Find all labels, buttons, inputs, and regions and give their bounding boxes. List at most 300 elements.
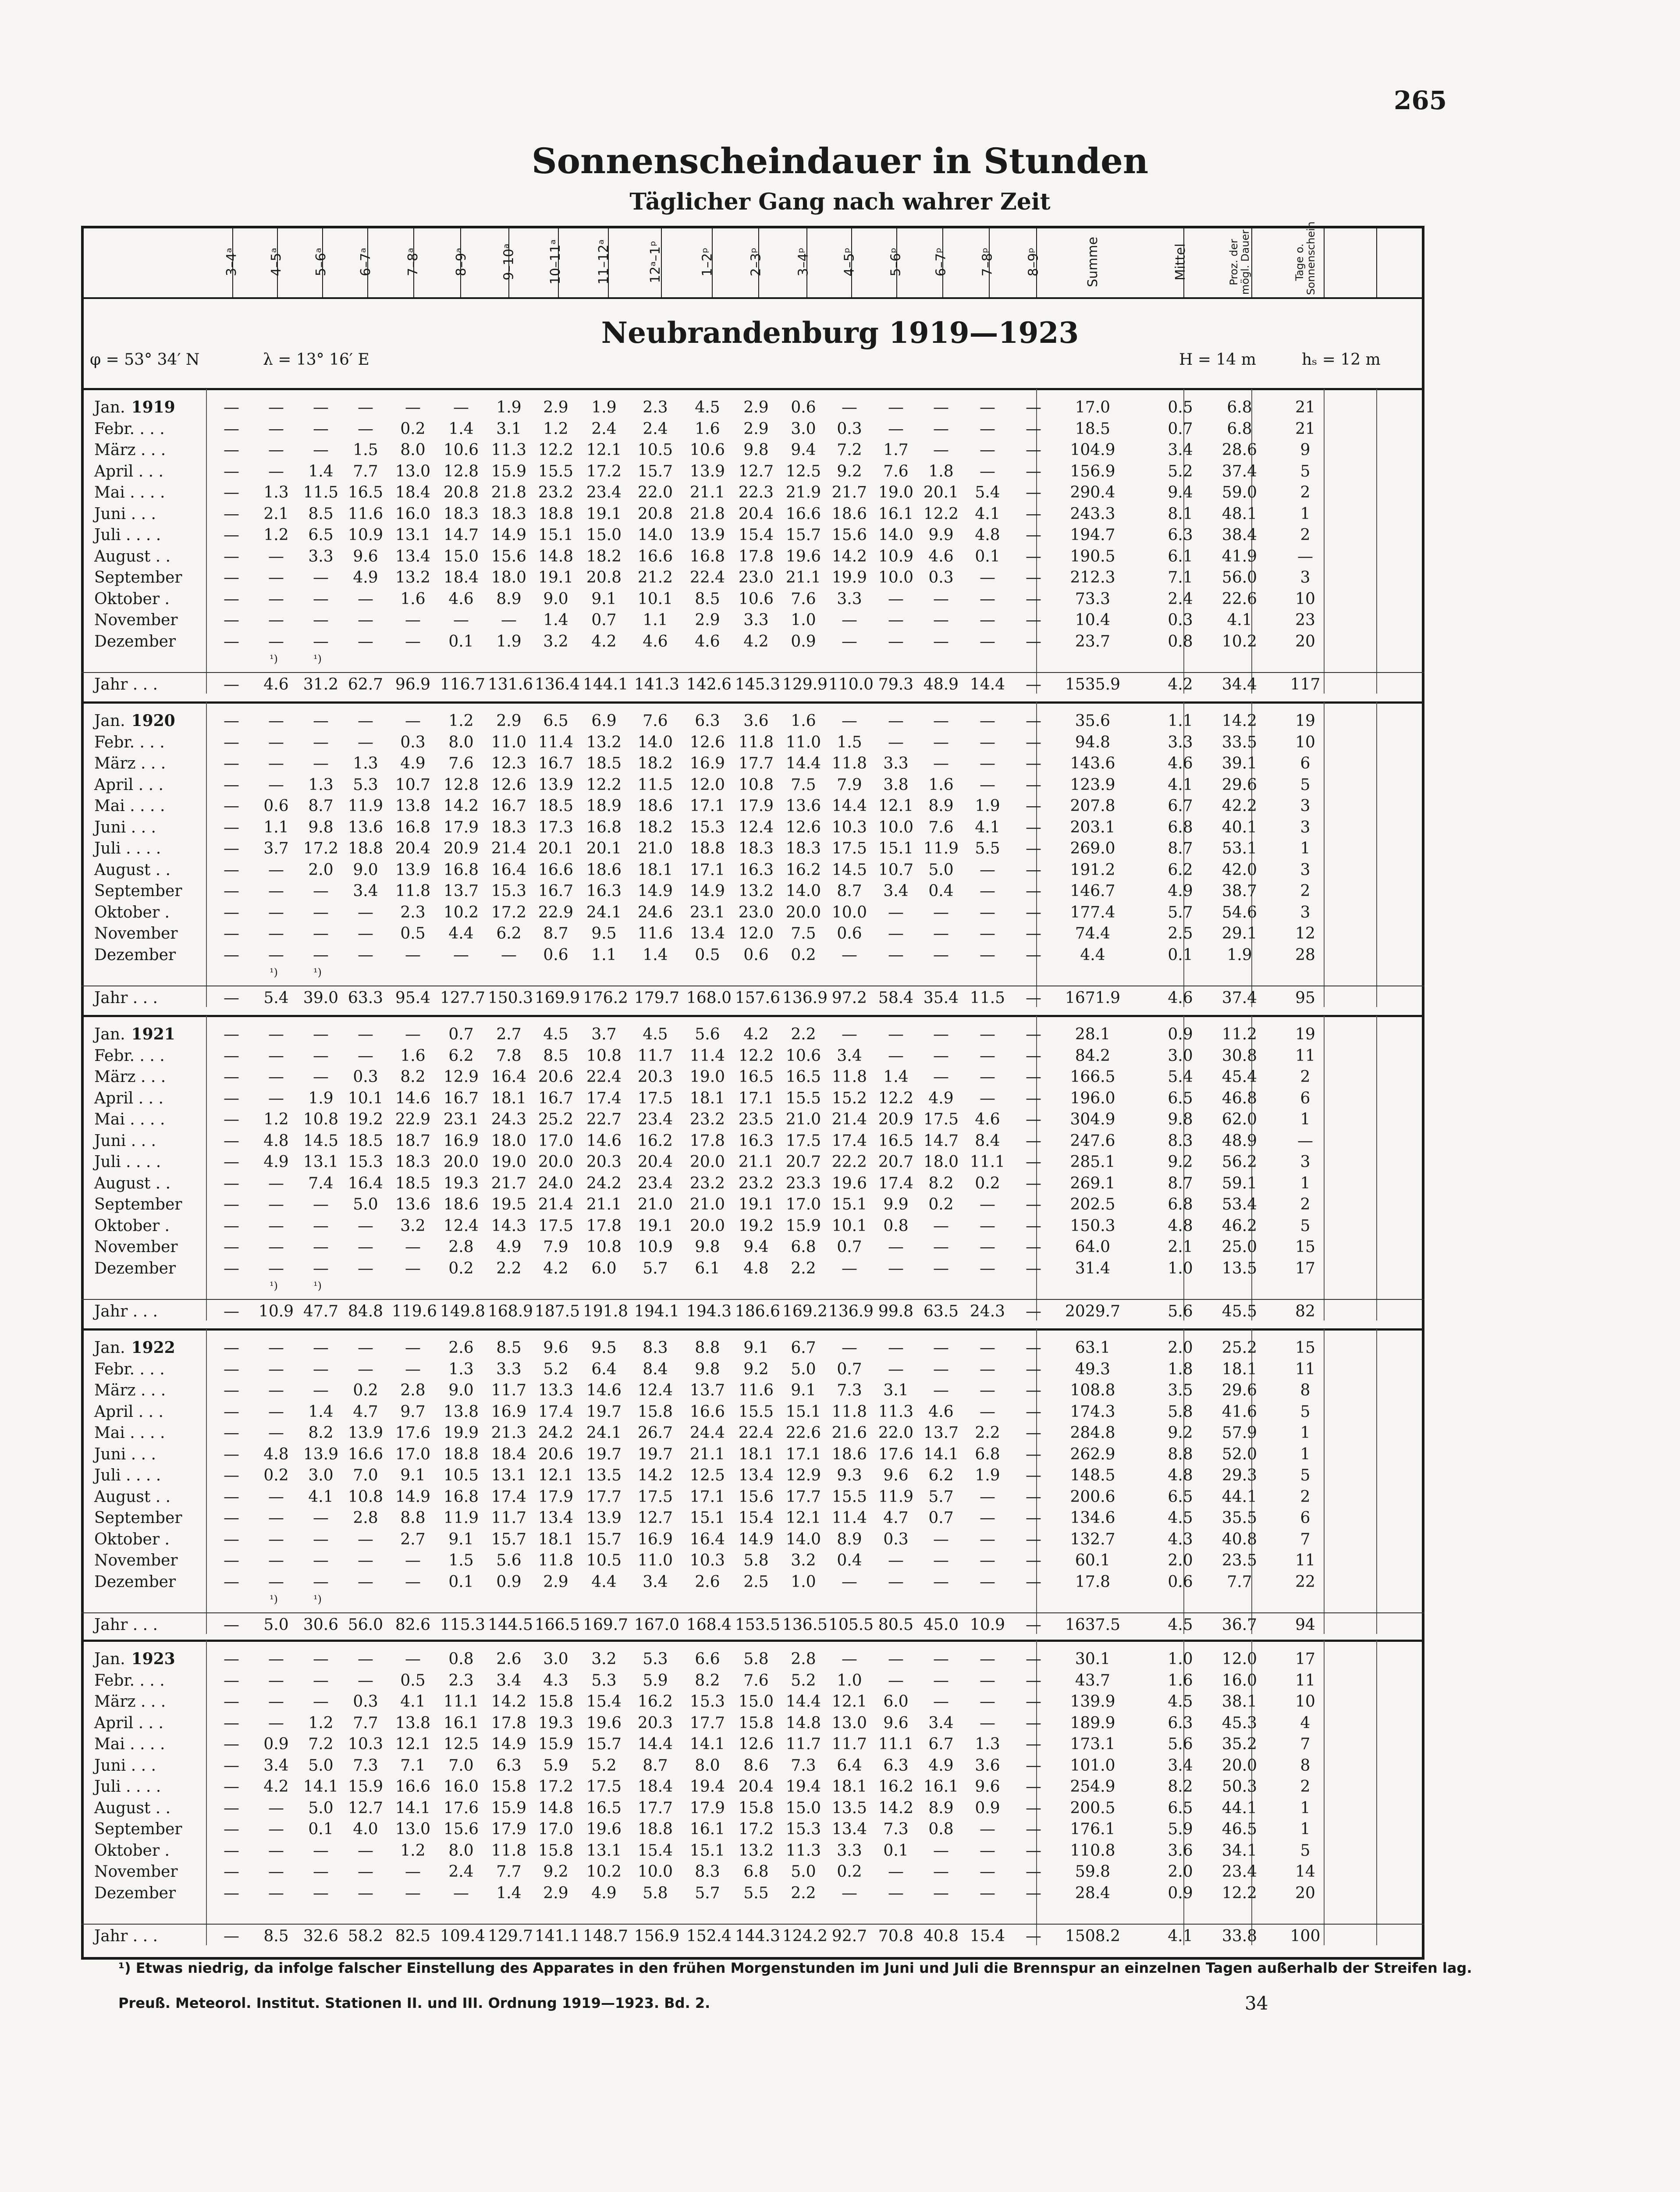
value-cell: — (933, 712, 949, 730)
value-cell: — (980, 1551, 995, 1569)
value-cell: — (1026, 676, 1041, 694)
value-cell: 7.1 (1168, 569, 1193, 587)
value-cell: 17.0 (395, 1445, 431, 1463)
column-header (583, 228, 625, 296)
row-label (94, 609, 178, 631)
value-cell: 136.9 (828, 1302, 874, 1320)
value-cell: 8.4 (975, 1132, 1000, 1150)
value-cell: — (405, 946, 421, 964)
value-cell: 6.3 (695, 712, 720, 730)
value-cell: — (358, 1360, 373, 1378)
annual-label: Jahr . . . (94, 1927, 158, 1945)
value-cell: — (1026, 462, 1041, 480)
value-cell: 37.4 (1222, 462, 1257, 480)
month-row (83, 1648, 1422, 1670)
value-cell: 10.9 (878, 547, 914, 566)
column-divider (367, 226, 368, 298)
value-cell: — (980, 1402, 995, 1421)
value-cell: 23.2 (738, 1174, 774, 1192)
value-cell: 13.9 (303, 1445, 339, 1463)
value-cell: 4.9 (496, 1238, 522, 1256)
month-row (83, 753, 1422, 774)
value-cell: — (224, 1735, 239, 1753)
value-cell: 16.6 (395, 1778, 431, 1796)
value-cell: 15.1 (689, 1841, 725, 1860)
value-cell: 123.9 (1070, 776, 1115, 794)
value-cell: — (933, 1046, 949, 1065)
value-cell: 14.4 (785, 754, 821, 772)
month-row (83, 1733, 1422, 1755)
value-cell: — (224, 1927, 239, 1945)
row-label (94, 1755, 156, 1776)
value-cell: 19.0 (878, 484, 914, 502)
month-label: Jan. (94, 712, 125, 730)
value-cell: 16.7 (491, 797, 527, 815)
value-cell: — (224, 526, 239, 544)
value-cell: 12.4 (637, 1381, 673, 1399)
value-cell: 19 (1295, 1025, 1315, 1043)
value-cell: 7.7 (496, 1863, 522, 1881)
value-cell: 4.9 (928, 1089, 954, 1107)
month-label: Juli . . . . (94, 1778, 161, 1796)
month-row (83, 1215, 1422, 1237)
value-cell: — (358, 1025, 373, 1043)
value-cell: 20.3 (586, 1153, 622, 1171)
month-label: März . . . (94, 441, 166, 459)
value-cell: 1.4 (643, 946, 668, 964)
value-cell: 4.6 (263, 676, 289, 694)
row-label (94, 838, 161, 859)
value-cell: 10 (1295, 733, 1315, 751)
value-cell: 1.9 (975, 797, 1000, 815)
value-cell: — (980, 1884, 995, 1902)
column-header-label: 1–2ᵖ (700, 247, 715, 277)
value-cell: — (1026, 569, 1041, 587)
value-cell: — (1026, 1110, 1041, 1128)
value-cell: — (980, 1381, 995, 1399)
value-cell: 6.2 (496, 925, 522, 943)
value-cell: 4.9 (400, 754, 426, 772)
value-cell: — (980, 462, 995, 480)
value-cell: 0.7 (837, 1238, 862, 1256)
value-cell: — (224, 1650, 239, 1668)
value-cell: 31.2 (303, 676, 339, 694)
month-label: März . . . (94, 754, 166, 772)
value-cell: 8.5 (543, 1046, 568, 1065)
value-cell: 0.3 (353, 1068, 378, 1086)
value-cell: 22.6 (1222, 590, 1257, 608)
column-divider (942, 226, 943, 298)
month-row (83, 1486, 1422, 1508)
value-cell: — (268, 1025, 284, 1043)
value-cell: 5 (1300, 1402, 1311, 1421)
annual-label: Jahr . . . (94, 1616, 158, 1634)
row-label (94, 1236, 178, 1258)
month-label: Juni . . . (94, 818, 156, 836)
value-cell: 6.7 (791, 1339, 816, 1357)
column-header (686, 228, 728, 296)
value-cell: 11 (1295, 1046, 1315, 1065)
value-cell: — (1026, 632, 1041, 651)
value-cell: 5.0 (791, 1863, 816, 1881)
value-cell: — (933, 420, 949, 438)
value-cell: — (980, 590, 995, 608)
value-cell: 0.1 (448, 632, 474, 651)
value-cell: 5.8 (743, 1551, 769, 1569)
row-label (94, 1130, 156, 1152)
value-cell: — (224, 733, 239, 751)
value-cell: 4.7 (883, 1509, 909, 1527)
value-cell: — (980, 733, 995, 751)
value-cell: 16.0 (1222, 1671, 1257, 1690)
value-cell: 3.3 (743, 611, 769, 629)
value-cell: 1 (1300, 1424, 1311, 1442)
value-cell: — (224, 632, 239, 651)
value-cell: 5 (1300, 1841, 1311, 1860)
value-cell: 16.6 (689, 1402, 725, 1421)
value-cell: 157.6 (735, 989, 781, 1007)
value-cell: — (888, 399, 904, 416)
value-cell: 10.8 (586, 1238, 622, 1256)
value-cell: 35.4 (923, 989, 959, 1007)
value-cell: 17.8 (491, 1714, 527, 1732)
value-cell: — (888, 1573, 904, 1591)
value-cell: — (224, 1573, 239, 1591)
value-cell: — (980, 1509, 995, 1527)
value-cell: — (933, 1025, 949, 1043)
value-cell: 9.1 (400, 1466, 426, 1484)
value-cell: 11.3 (878, 1402, 914, 1421)
month-label: November (94, 1238, 178, 1256)
value-cell: — (1026, 611, 1041, 629)
value-cell: 20.7 (878, 1153, 914, 1171)
value-cell: 18.3 (491, 818, 527, 836)
value-cell: 6.0 (883, 1693, 909, 1711)
month-row (83, 1712, 1422, 1734)
value-cell: — (224, 1841, 239, 1860)
value-cell: 1.3 (448, 1360, 474, 1378)
value-cell: — (842, 1573, 857, 1591)
value-cell: 1.3 (975, 1735, 1000, 1753)
value-cell: 17.0 (1075, 399, 1111, 416)
value-cell: 18.6 (443, 1196, 479, 1213)
month-row (83, 859, 1422, 881)
value-cell: 13.4 (738, 1466, 774, 1484)
value-cell: 8.2 (1168, 1778, 1193, 1796)
value-cell: 59.1 (1222, 1174, 1257, 1192)
value-cell: 18.0 (491, 569, 527, 587)
value-cell: — (1026, 1217, 1041, 1235)
value-cell: — (224, 1110, 239, 1128)
value-cell: 2 (1300, 526, 1311, 544)
value-cell: — (980, 569, 995, 587)
footnote-marker: ¹) (270, 966, 278, 979)
value-cell: 0.6 (543, 946, 568, 964)
value-cell: 96.9 (395, 676, 431, 694)
value-cell: 13.5 (831, 1799, 867, 1817)
value-cell: 4.2 (263, 1778, 289, 1796)
month-label: Juli . . . . (94, 840, 161, 858)
value-cell: — (313, 754, 329, 772)
value-cell: — (224, 547, 239, 566)
value-cell: 10.6 (443, 441, 479, 459)
value-cell: 16.2 (785, 861, 821, 879)
value-cell: 17.7 (785, 1487, 821, 1506)
value-cell: 10.1 (637, 590, 673, 608)
value-cell: 34.1 (1222, 1841, 1257, 1860)
value-cell: 36.7 (1222, 1616, 1257, 1634)
value-cell: 191.2 (1070, 861, 1115, 879)
footnote: ¹) Etwas niedrig, da infolge falscher Einstellung des Apparates in den frühen Morgenstunden im Juni und Juli die Brennspur an einzelnen Tagen außerhalb der Streifen lag. (118, 1960, 1472, 1976)
value-cell: — (980, 1025, 995, 1043)
value-cell: 35.6 (1075, 712, 1111, 730)
column-header-label: 5–6ᵖ (888, 247, 904, 277)
value-cell: 6.3 (496, 1756, 522, 1775)
value-cell: 8.9 (928, 797, 954, 815)
value-cell: — (980, 903, 995, 922)
value-cell: — (1026, 1381, 1041, 1399)
value-cell: — (358, 925, 373, 943)
row-label (94, 1925, 158, 1947)
value-cell: 13.2 (586, 733, 622, 751)
value-cell: 14.3 (491, 1217, 527, 1235)
value-cell: — (224, 484, 239, 502)
value-cell: 1.9 (1227, 946, 1252, 964)
value-cell: 17.6 (878, 1445, 914, 1463)
value-cell: 14.9 (395, 1487, 431, 1506)
value-cell: — (1026, 1153, 1041, 1171)
value-cell: 11.8 (831, 1402, 867, 1421)
value-cell: 2.4 (643, 420, 668, 438)
value-cell: 6.5 (308, 526, 334, 544)
value-cell: 4.9 (353, 569, 378, 587)
value-cell: — (1026, 712, 1041, 730)
value-cell: — (313, 1863, 329, 1881)
value-cell: 8.6 (743, 1756, 769, 1775)
value-cell: 3.3 (837, 590, 862, 608)
value-cell: 5.2 (543, 1360, 568, 1378)
footnote-marker: ¹) (313, 1593, 322, 1605)
value-cell: 194.1 (634, 1302, 680, 1320)
value-cell: 17.2 (538, 1778, 574, 1796)
value-cell: 5.7 (695, 1884, 720, 1902)
value-cell: 14.9 (491, 1735, 527, 1753)
value-cell: 2.8 (353, 1509, 378, 1527)
value-cell: — (224, 1381, 239, 1399)
value-cell: 16.3 (738, 1132, 774, 1150)
value-cell: — (313, 590, 329, 608)
value-cell: 9.1 (448, 1530, 474, 1548)
value-cell: 8.2 (308, 1424, 334, 1442)
value-cell: — (1026, 1530, 1041, 1548)
value-cell: — (224, 676, 239, 694)
value-cell: 129.9 (782, 676, 828, 694)
month-row (83, 631, 1422, 652)
value-cell: 5.4 (975, 484, 1000, 502)
value-cell: 16.5 (878, 1132, 914, 1150)
column-divider (1376, 226, 1377, 298)
value-cell: — (888, 1863, 904, 1881)
value-cell: 8.5 (695, 590, 720, 608)
value-cell: 4.6 (695, 632, 720, 651)
value-cell: — (224, 925, 239, 943)
value-cell: — (933, 1884, 949, 1902)
value-cell: 11.8 (738, 733, 774, 751)
value-cell: 117 (1290, 676, 1321, 694)
value-cell: — (1026, 1927, 1041, 1945)
value-cell: 1.0 (1168, 1650, 1193, 1668)
value-cell: 94.8 (1075, 733, 1111, 751)
value-cell: 0.8 (928, 1820, 954, 1838)
value-cell: 196.0 (1070, 1089, 1115, 1107)
value-cell: 23 (1295, 611, 1315, 629)
value-cell: 15.5 (831, 1487, 867, 1506)
row-label (94, 1733, 165, 1755)
value-cell: 179.7 (634, 989, 680, 1007)
value-cell: — (405, 712, 421, 730)
value-cell: 5 (1300, 1466, 1311, 1484)
value-cell: — (501, 611, 517, 629)
value-cell: 16.5 (586, 1799, 622, 1817)
value-cell: 10.3 (831, 818, 867, 836)
value-cell: — (313, 712, 329, 730)
row-label (94, 631, 176, 652)
value-cell: 3.3 (1168, 733, 1193, 751)
month-row (83, 902, 1422, 923)
value-cell: — (405, 1238, 421, 1256)
value-cell: 9.9 (928, 526, 954, 544)
value-cell: 21.1 (689, 484, 725, 502)
value-cell: — (980, 776, 995, 794)
value-cell: 12.0 (1222, 1650, 1257, 1668)
value-cell: — (224, 1046, 239, 1065)
value-cell: 14.7 (923, 1132, 959, 1150)
value-cell: — (268, 882, 284, 900)
value-cell: — (933, 1217, 949, 1235)
value-cell: 141.1 (535, 1927, 580, 1945)
value-cell: 3.1 (496, 420, 522, 438)
value-cell: 82.6 (395, 1616, 431, 1634)
value-cell: — (1026, 818, 1041, 836)
month-row (83, 524, 1422, 546)
value-cell: 2.8 (791, 1650, 816, 1668)
value-cell: 11.7 (637, 1046, 673, 1065)
value-cell: 41.6 (1222, 1402, 1257, 1421)
value-cell: 8.5 (263, 1927, 289, 1945)
value-cell: — (980, 1820, 995, 1838)
value-cell: — (224, 1217, 239, 1235)
value-cell: 0.9 (1168, 1025, 1193, 1043)
value-cell: — (313, 1509, 329, 1527)
column-divider (851, 226, 852, 298)
value-cell: 290.4 (1070, 484, 1115, 502)
value-cell: 5.8 (643, 1884, 668, 1902)
value-cell: 2.6 (695, 1573, 720, 1591)
value-cell: — (268, 1174, 284, 1192)
month-label: Oktober . (94, 1841, 170, 1860)
value-cell: — (1297, 1132, 1313, 1150)
row-label (94, 710, 175, 732)
value-cell: 148.5 (1070, 1466, 1115, 1484)
value-cell: 35.5 (1222, 1509, 1257, 1527)
row-label (94, 1359, 165, 1380)
value-cell: — (313, 1217, 329, 1235)
value-cell: 14.5 (831, 861, 867, 879)
value-cell: 40.8 (1222, 1530, 1257, 1548)
value-cell: 15.7 (586, 1735, 622, 1753)
value-cell: — (358, 632, 373, 651)
value-cell: 15.6 (831, 526, 867, 544)
value-cell: — (980, 1573, 995, 1591)
value-cell: 127.7 (440, 989, 486, 1007)
row-label (94, 1571, 176, 1593)
value-cell: 19.3 (443, 1174, 479, 1192)
value-cell: 18.6 (637, 797, 673, 815)
value-cell: — (933, 1650, 949, 1668)
value-cell: 2.1 (1168, 1238, 1193, 1256)
value-cell: 16.6 (348, 1445, 384, 1463)
value-cell: 17.2 (586, 462, 622, 480)
month-label: März . . . (94, 1068, 166, 1086)
value-cell: 17.7 (637, 1799, 673, 1817)
value-cell: — (268, 776, 284, 794)
value-cell: 13.9 (348, 1424, 384, 1442)
value-cell: 105.5 (828, 1616, 874, 1634)
value-cell: — (224, 1196, 239, 1213)
month-label: Febr. . . . (94, 733, 165, 751)
value-cell: 45.0 (923, 1616, 959, 1634)
value-cell: 21.8 (689, 505, 725, 523)
value-cell: — (980, 1339, 995, 1357)
value-cell: 0.6 (263, 797, 289, 815)
value-cell: 6 (1300, 1509, 1311, 1527)
value-cell: 0.9 (975, 1799, 1000, 1817)
row-label (94, 439, 166, 461)
value-cell: 10.9 (258, 1302, 294, 1320)
value-cell: 20.0 (538, 1153, 574, 1171)
row-label (94, 1337, 175, 1359)
value-cell: 1.2 (263, 526, 289, 544)
value-cell: 23.3 (785, 1174, 821, 1192)
value-cell: 30.6 (303, 1616, 339, 1634)
value-cell: 150.3 (488, 989, 533, 1007)
value-cell: — (313, 420, 329, 438)
month-label: Juli . . . . (94, 1153, 161, 1171)
value-cell: 11.3 (491, 441, 527, 459)
value-cell: 6.6 (695, 1650, 720, 1668)
row-label (94, 1301, 158, 1322)
value-cell: 16.4 (491, 1068, 527, 1086)
value-cell: 285.1 (1070, 1153, 1115, 1171)
month-row (83, 795, 1422, 817)
value-cell: 15 (1295, 1339, 1315, 1357)
value-cell: — (842, 1259, 857, 1277)
value-cell: 20.1 (586, 840, 622, 858)
value-cell: — (1026, 903, 1041, 922)
value-cell: — (933, 1360, 949, 1378)
value-cell: 4.0 (353, 1820, 378, 1838)
value-cell: — (313, 611, 329, 629)
value-cell: 15.4 (970, 1927, 1005, 1945)
column-divider (806, 226, 807, 298)
value-cell: 3.3 (837, 1841, 862, 1860)
value-cell: — (1026, 547, 1041, 566)
value-cell: 18.3 (395, 1153, 431, 1171)
value-cell: 1.0 (1168, 1259, 1193, 1277)
value-cell: 1.6 (928, 776, 954, 794)
value-cell: 20.3 (637, 1714, 673, 1732)
value-cell: 6.5 (1168, 1799, 1193, 1817)
